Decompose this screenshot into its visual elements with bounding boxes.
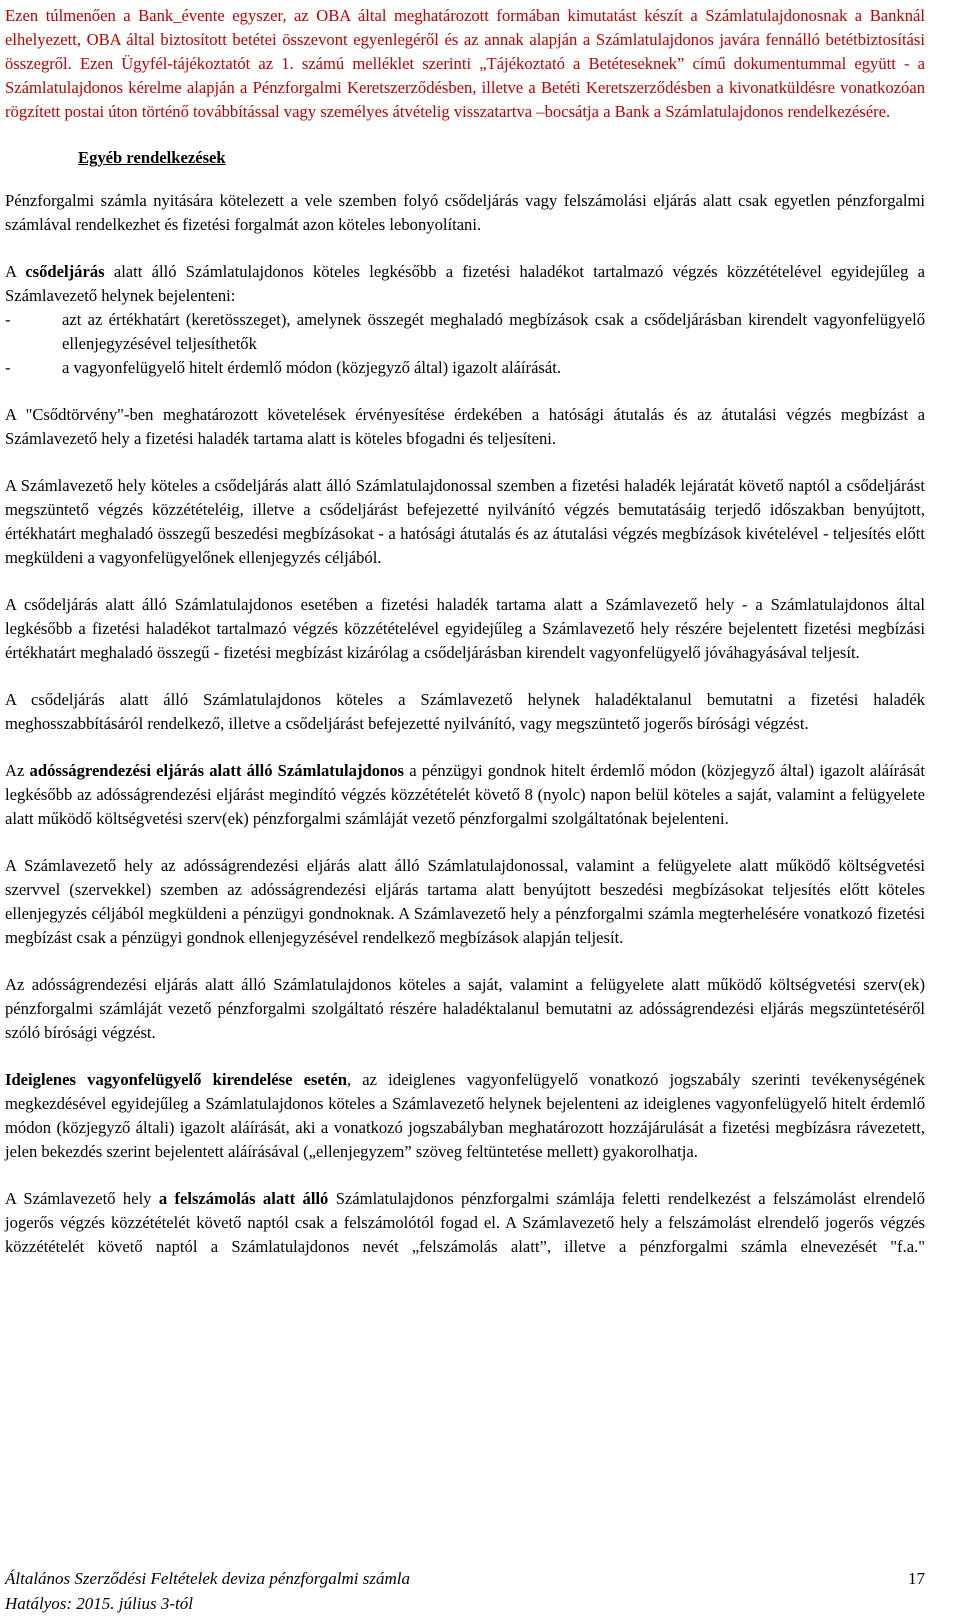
paragraph-debt-settlement-termination: Az adósságrendezési eljárás alatt álló Számlatulajdonos köteles a saját, valamint a felügyelete alatt működő költségvetési szerv(ek) pénzforgalmi számláját vezető pénzforgalmi szolgáltató részére haladéktalanul bemutatni az adósságrendezési eljárás megszüntetéséről szóló bírósági végzést. — [5, 975, 925, 1042]
bold-term: a felszámolás alatt álló — [158, 1189, 329, 1208]
paragraph-collection-orders: A Számlavezető hely köteles a csődeljárás alatt álló Számlatulajdonossal szemben a fizetési haladék lejáratát követő naptól a csődeljárást megszüntető végzés közzétételéig, illetve a csődeljárást befejezetté nyilvánító végzés bemutatásáig terjedő időszakban benyújtott, értékhatárt meghaladó összegű beszedési megbízásokat - a hatósági átutalás és az átutalási végzés megbízások kivételével - teljesítés előtt megküldeni a vagyonfelügyelőnek ellenjegyzés céljából. — [5, 476, 925, 567]
footer-title: Általános Szerződési Feltételek deviza pénzforgalmi számla — [5, 1569, 410, 1588]
bold-term: csődeljárás — [25, 262, 105, 281]
paragraph-court-order: A csődeljárás alatt álló Számlatulajdonos köteles a Számlavezető helynek haladéktalanul bemutatni a fizetési haladék meghosszabbításáról rendelkező, illetve a csődeljárást befejezetté nyilvánító, vagy megszüntető jogerős bírósági végzést. — [5, 690, 925, 733]
paragraph-claims: A "Csődtörvény"-ben meghatározott követelések érvényesítése érdekében a hatósági átutalás és az átutalási végzés megbízást a Számlavezető hely a fizetési haladék tartama alatt is köteles bfogadni és teljesíteni. — [5, 405, 925, 448]
paragraph-temporary-supervisor: Ideiglenes vagyonfelügyelő kirendelése esetén, az ideiglenes vagyonfelügyelő vonatkozó jogszabály szerinti tevékenységének megkezdésével egyidejűleg a Számlatulajdonos köteles a Számlavezető helynek bejelenteni az ideiglenes vagyonfelügyelő hitelt érdemlő módon (közjegyző általi) igazolt aláírását, aki a vonatkozó jogszabályban meghatározott hozzájárulását a fizetési megbízásra rávezetett, jelen bekezdés szerint bejelentett aláírásával („ellenjegyzem” szöveg feltüntetése mellett) gyakorolhatja. — [5, 1070, 926, 1161]
page-number: 17 — [908, 1569, 925, 1588]
section-heading: Egyéb rendelkezések — [78, 148, 226, 167]
list-item: - a vagyonfelügyelő hitelt érdemlő módon (közjegyző által) igazolt aláírását. — [5, 356, 925, 380]
dash-list — [5, 308, 925, 380]
page-footer — [5, 1566, 925, 1616]
paragraph-payment-orders: A csődeljárás alatt álló Számlatulajdonos esetében a fizetési haladék tartama alatt a Számlavezető hely - a Számlatulajdonos által legkésőbb a fizetési haladékot tartalmazó végzés közzétételével egyidejűleg a Számlavezető hely részére bejelentett fizetési megbízási értékhatárt meghaladó összegű - fizetési megbízást kizárólag a csődeljárásban kirendelt vagyonfelügyelő jóváhagyásával teljesít. — [5, 595, 925, 662]
paragraph-debt-settlement: Az adósságrendezési eljárás alatt álló Számlatulajdonos a pénzügyi gondnok hitelt érdemlő módon (közjegyző által) igazolt aláírását legkésőbb az adósságrendezési eljárást megindító végzés közzétételét követő 8 (nyolc) napon belül köteles a saját, valamint a felügyelete alatt működő költségvetési szerv(ek) pénzforgalmi számláját vezető pénzforgalmi szolgáltatónak bejelenteni. — [5, 761, 926, 828]
paragraph-account-opening: Pénzforgalmi számla nyitására kötelezett a vele szemben folyó csődeljárás vagy felszámolási eljárás alatt csak egyetlen pénzforgalmi számlával rendelkezhet és fizetési forgalmát azon köteles lebonyolítani. — [5, 191, 925, 234]
paragraph-bankruptcy-notice: A csődeljárás alatt álló Számlatulajdonos köteles legkésőbb a fizetési haladékot tartalmazó végzés közzétételével egyidejűleg a Számlavezető helynek bejelenteni: - azt az értékhatárt (keretösszeget), amelynek összegét meghaladó megbízások csak a csődeljárásban kirendelt vagyonfelügyelő ellenjegyzésével teljesíthetők - a vagyonfelügyelő hitelt érdemlő módon (közjegyző által) igazolt aláírását. — [5, 260, 925, 380]
bold-term: Ideiglenes vagyonfelügyelő kirendelése esetén — [5, 1070, 347, 1089]
paragraph-debt-settlement-orders: A Számlavezető hely az adósságrendezési eljárás alatt álló Számlatulajdonossal, valamint a felügyelete alatt működő költségvetési szervvel (szervekkel) szemben az adósságrendezési eljárás tartama alatt benyújtott beszedési megbízásokat teljesítés előtt köteles ellenjegyzés céljából megküldeni a pénzügyi gondnoknak. A Számlavezető hely a pénzforgalmi számla megterhelésére vonatkozó fizetési megbízást csak a pénzügyi gondnok ellenjegyzésével rendelkező megbízások alapján teljesít. — [5, 856, 925, 947]
list-item: - azt az értékhatárt (keretösszeget), amelynek összegét meghaladó megbízások csak a csődeljárásban kirendelt vagyonfelügyelő ellenjegyzésével teljesíthetők — [5, 308, 925, 356]
bold-term: adósságrendezési eljárás alatt álló Számlatulajdonos — [29, 761, 405, 780]
document-body — [5, 4, 925, 1259]
intro-paragraph: Ezen túlmenően a Bank_évente egyszer, az OBA által meghatározott formában kimutatást készít a Számlatulajdonosnak a Banknál elhelyezett, OBA által biztosított betétei összevont egyenlegéről és az annak alapján a Számlatulajdonos javára fennálló betétbiztosítási összegről. Ezen Ügyfél-tájékoztatót az 1. számú melléklet szerinti „Tájékoztató a Betéteseknek” című dokumentummal együtt - a Számlatulajdonos kérelme alapján a Pénzforgalmi Keretszerződésben, illetve a Betéti Keretszerződésben a kivonatküldésre vonatkozóan rögzített postai úton történő továbbítással vagy személyes átvételig visszatartva –bocsátja a Bank a Számlatulajdonos rendelkezésére. — [5, 6, 925, 121]
paragraph-liquidation: A Számlavezető hely a felszámolás alatt álló Számlatulajdonos pénzforgalmi számlája feletti rendelkezést a felszámolást elrendelő jogerős végzés közzétételét követő naptól csak a felszámolótól fogad el. A Számlavezető hely a felszámolást elrendelő jogerős végzés közzétételét követő naptól a Számlatulajdonos nevét „felszámolás alatt”, illetve a pénzforgalmi számla elnevezését "f.a." — [5, 1189, 925, 1256]
footer-effective-date: Hatályos: 2015. július 3-tól — [5, 1594, 193, 1613]
